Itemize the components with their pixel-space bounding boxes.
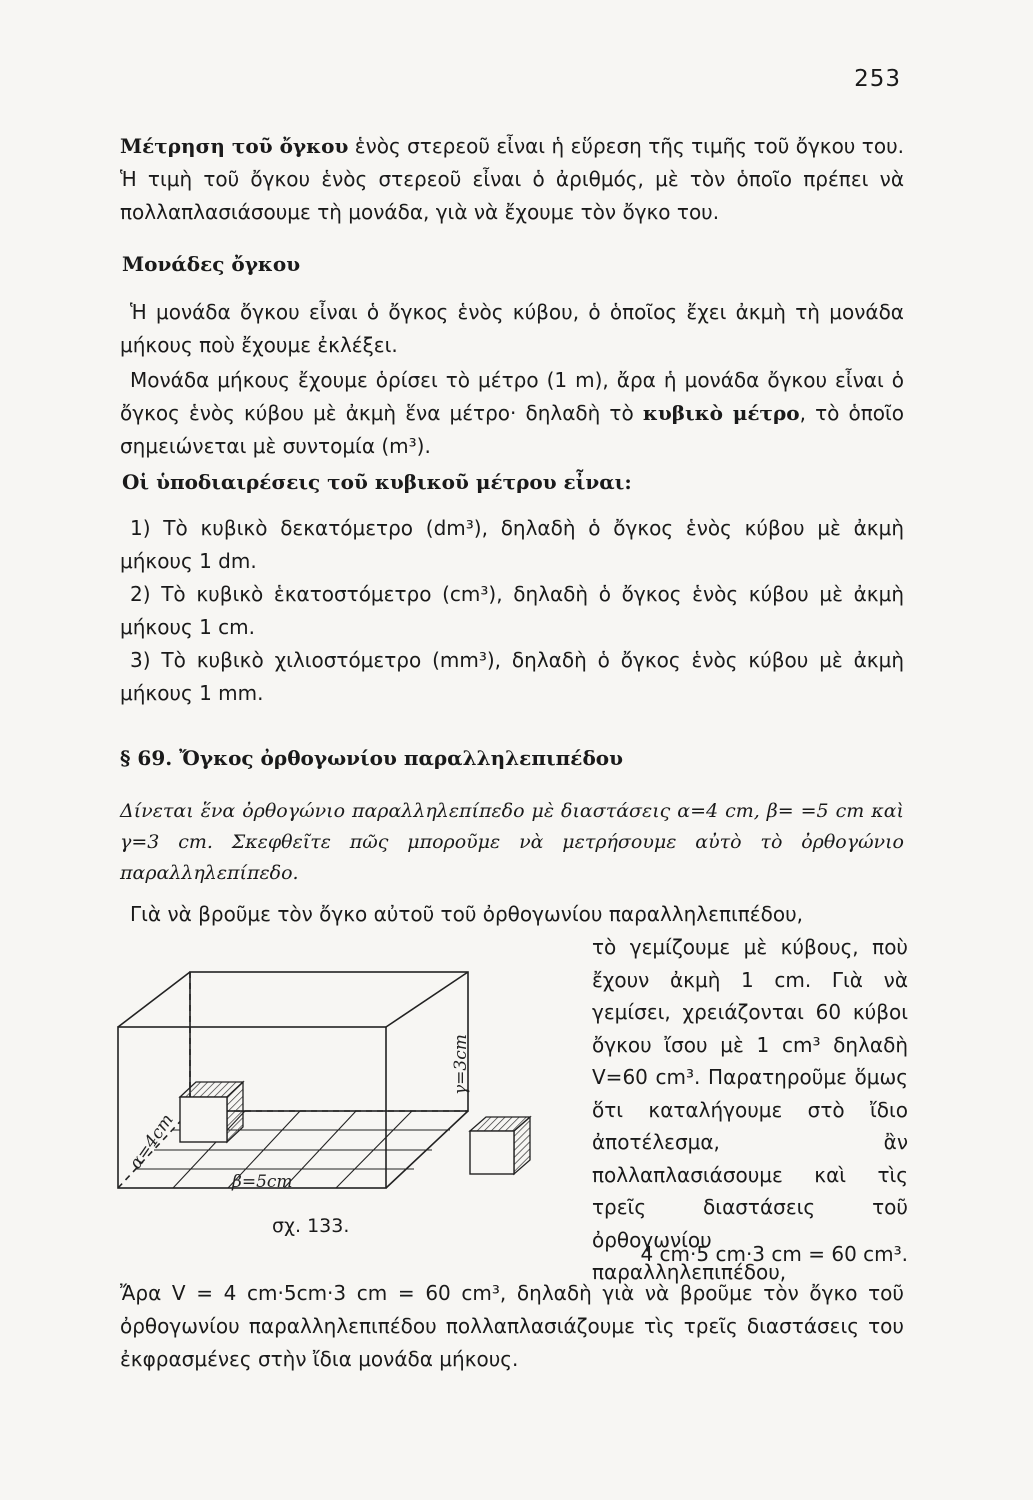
page-number: 253 [854,66,901,92]
dimension-label-c: γ=3cm [451,1034,471,1095]
paragraph-unit-definition: Ἡ μονάδα ὄγκου εἶναι ὁ ὄγκος ἑνὸς κύβου, ὁ ὁποῖος ἔχει ἀκμὴ τὴ μονάδα μήκους ποὺ ἔχουμε ἐκλέξει. [120,300,904,357]
subdivision-item: 1) Τὸ κυβικὸ δεκατόμετρο (dm³), δηλαδὴ ὁ ὄγκος ἑνὸς κύβου μὲ ἀκμὴ μήκους 1 dm. [120,516,904,573]
problem-statement: Δίνεται ἕνα ὀρθογώνιο παραλληλεπίπεδο μὲ διαστάσεις α=4 cm, β= =5 cm καὶ γ=3 cm. Σκεφθεῖτε πῶς μποροῦμε νὰ μετρήσουμε αὐτὸ τὸ ὀρθογώνιο παραλληλεπίπεδο. [120,800,904,884]
dimension-label-a: α=4cm [125,1110,178,1173]
box-front-face [118,1027,386,1188]
heading-volume-units: Μονάδες ὄγκου [122,252,301,276]
heading-subdivisions: Οἱ ὑποδιαιρέσεις τοῦ κυβικοῦ μέτρου εἶναι: [122,470,632,494]
solution-side-text: τὸ γεμίζουμε μὲ κύβους, ποὺ ἔχουν ἀκμὴ 1 cm. Γιὰ νὰ γεμίσει, χρειάζονται 60 κύβοι ὄγκου ἴσου μὲ 1 cm³ δηλαδὴ V=60 cm³. Παρατηροῦμε ὅμως ὅτι καταλήγουμε στὸ ἴδιο ἀποτέλεσμα, ἂν πολλαπλασιάσουμε καὶ τὶς τρεῖς διαστάσεις τοῦ ὀρθογωνίου παραλληλεπιπέδου, [592,935,908,1284]
box-drawing [108,955,578,1245]
section-heading: § 69. Ὄγκος ὀρθογωνίου παραλληλεπιπέδου [120,746,624,770]
unit-cube-inside [180,1082,243,1142]
paragraph-cubic-meter [120,364,904,463]
conclusion-paragraph: Ἄρα V = 4 cm·5cm·3 cm = 60 cm³, δηλαδὴ γιὰ νὰ βροῦμε τὸν ὄγκο τοῦ ὀρθογωνίου παραλληλεπιπέδου πολλαπλασιάζουμε τὶς τρεῖς διαστάσεις του ἐκφρασμένες στὴν ἴδια μονάδα μήκους. [120,1281,904,1371]
unit-cube-separate [470,1117,530,1174]
paragraph-volume-measurement [120,130,904,229]
cubic-meter-text-before: Μονάδα μήκους ἔχουμε ὁρίσει τὸ μέτρο (1 m), ἄρα ἡ μονάδα ὄγκου εἶναι ὁ ὄγκος ἑνὸς κύβου μὲ ἀκμὴ ἕνα μέτρο· δηλαδὴ τὸ [120,368,904,425]
paragraph-volume-measurement-text: ἑνὸς στερεοῦ εἶναι ἡ εὕρεση τῆς τιμῆς τοῦ ὄγκου του. Ἡ τιμὴ τοῦ ὄγκου ἑνὸς στερεοῦ εἶναι ὁ ἀριθμός, μὲ τὸν ὁποῖο πρέπει νὰ πολλαπλασιάσουμε τὴ μονάδα, γιὰ νὰ ἔχουμε τὸν ὄγκο του. [120,134,904,224]
subdivision-item: 3) Τὸ κυβικὸ χιλιοστόμετρο (mm³), δηλαδὴ ὁ ὄγκος ἑνὸς κύβου μὲ ἀκμὴ μήκους 1 mm. [120,648,904,705]
term-cubic-meter: κυβικὸ μέτρο [642,401,800,425]
subdivision-item: 2) Τὸ κυβικὸ ἑκατοστόμετρο (cm³), δηλαδὴ ὁ ὄγκος ἑνὸς κύβου μὲ ἀκμὴ μήκους 1 cm. [120,582,904,639]
volume-formula: 4 cm·5 cm·3 cm = 60 cm³. [640,1242,908,1266]
dimension-label-b: β=5cm [232,1172,293,1192]
cubic-meter-text-after: , τὸ ὁποῖο σημειώνεται μὲ συντομία (m³). [120,401,905,458]
figure-caption: σχ. 133. [272,1215,350,1237]
figure-rectangular-box [108,955,578,1245]
term-volume-measurement: Μέτρηση τοῦ ὄγκου [120,134,349,158]
solution-intro: Γιὰ νὰ βροῦμε τὸν ὄγκο αὐτοῦ τοῦ ὀρθογωνίου παραλληλεπιπέδου, [130,902,804,926]
